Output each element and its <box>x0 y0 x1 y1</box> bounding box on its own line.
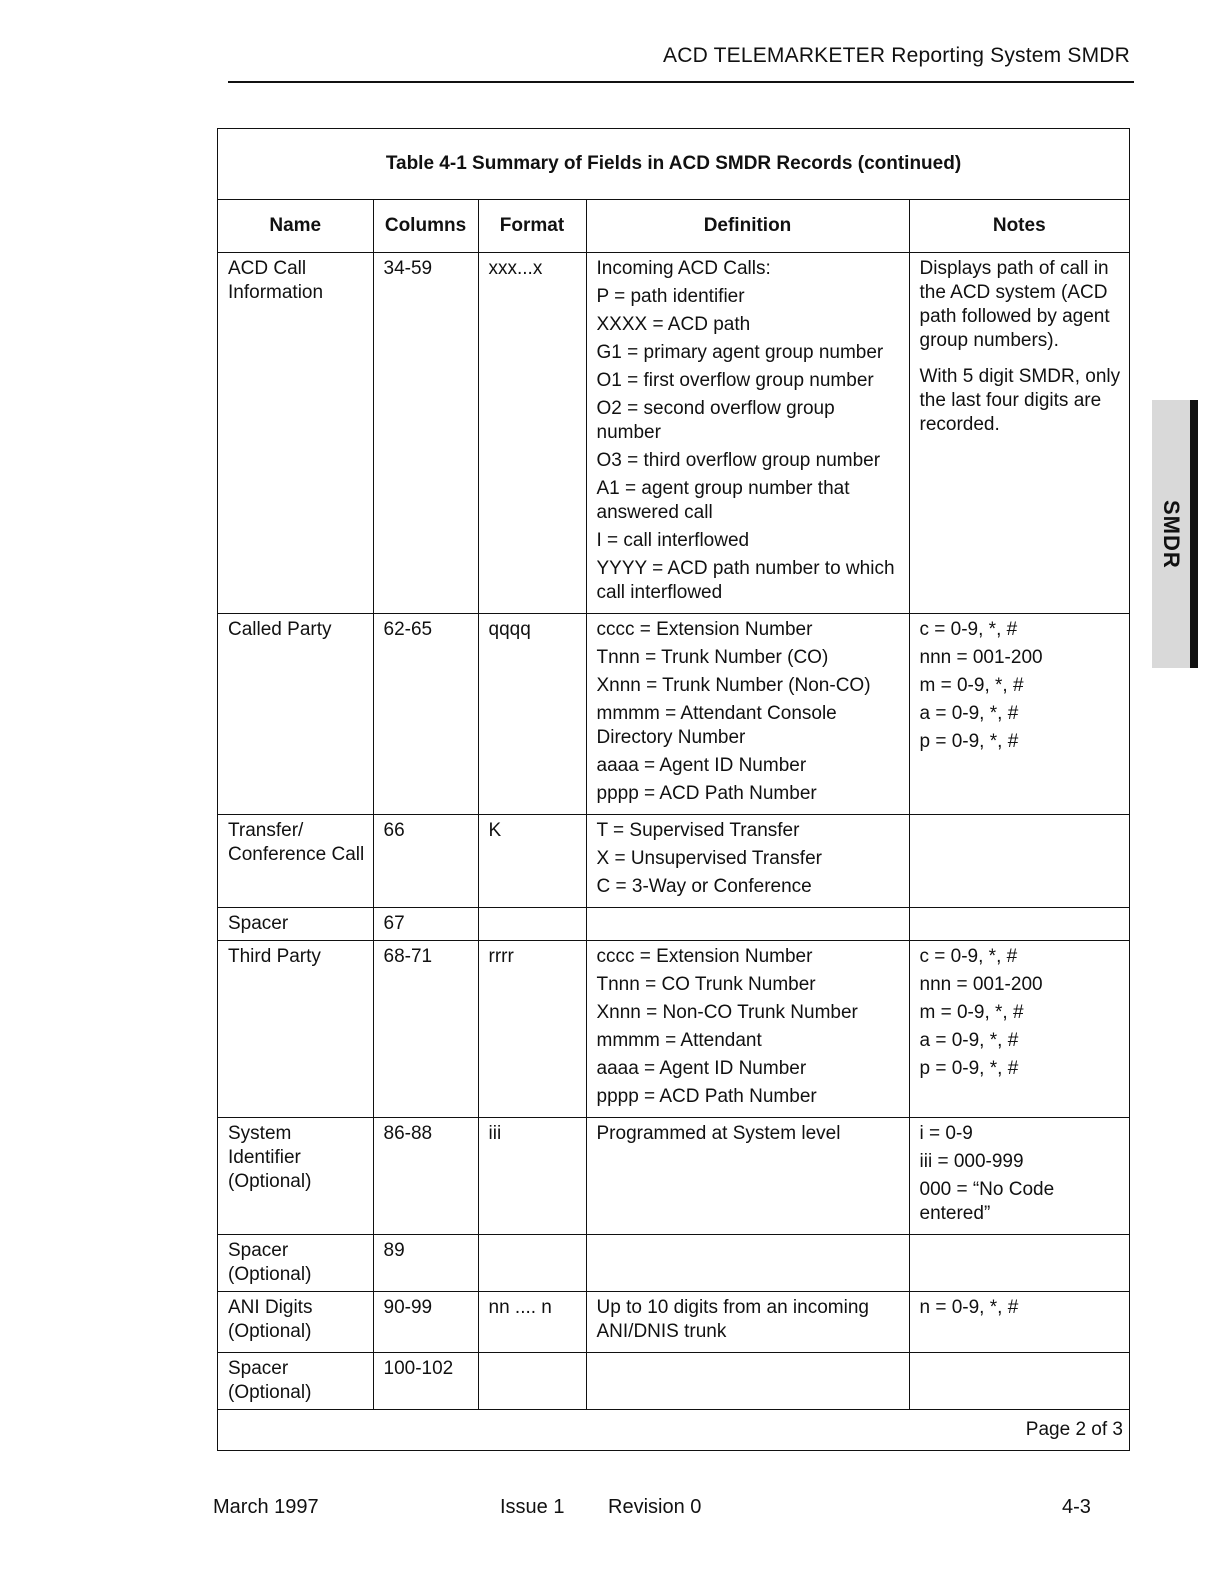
definition-line: A1 = agent group number that answered call <box>596 478 850 523</box>
definition-line: pppp = ACD Path Number <box>596 1086 817 1107</box>
table-footer <box>218 1409 1129 1450</box>
definition-line: aaaa = Agent ID Number <box>596 1058 807 1079</box>
note-line: c = 0-9, *, # <box>919 946 1018 967</box>
cell-columns: 90-99 <box>373 1292 478 1353</box>
cell-notes <box>909 1235 1129 1292</box>
definition-line: O2 = second overflow group number <box>596 398 835 443</box>
cell-definition <box>586 1235 909 1292</box>
cell-name: Spacer <box>218 908 373 941</box>
cell-name: System Identifier (Optional) <box>218 1118 373 1235</box>
fields-table <box>218 200 1129 1409</box>
cell-notes <box>909 614 1129 815</box>
cell-columns: 89 <box>373 1235 478 1292</box>
cell-name: Spacer (Optional) <box>218 1353 373 1410</box>
cell-name: Third Party <box>218 941 373 1118</box>
cell-format: rrrr <box>478 941 586 1118</box>
cell-format: nn .... n <box>478 1292 586 1353</box>
table-row <box>218 1118 1129 1235</box>
table-row <box>218 253 1129 614</box>
cell-format <box>478 1235 586 1292</box>
definition-line: P = path identifier <box>596 286 745 307</box>
cell-format <box>478 908 586 941</box>
col-header-definition: Definition <box>586 200 909 253</box>
cell-notes <box>909 253 1129 614</box>
cell-format <box>478 1353 586 1410</box>
definition-line: T = Supervised Transfer <box>596 820 800 841</box>
cell-columns: 67 <box>373 908 478 941</box>
cell-columns: 100-102 <box>373 1353 478 1410</box>
note-line: nnn = 001-200 <box>919 647 1043 668</box>
definition-line: cccc = Extension Number <box>596 619 813 640</box>
note-line: With 5 digit SMDR, only the last four digits are recorded. <box>919 366 1121 435</box>
definition-line: Tnnn = CO Trunk Number <box>596 974 816 995</box>
definition-line: Programmed at System level <box>596 1123 841 1144</box>
table-title: Table 4-1 Summary of Fields in ACD SMDR Records (continued) <box>218 129 1129 200</box>
note-line: n = 0-9, *, # <box>919 1297 1019 1318</box>
cell-notes <box>909 815 1129 908</box>
cell-definition <box>586 1292 909 1353</box>
note-line: 000 = “No Code entered” <box>919 1179 1055 1224</box>
cell-definition <box>586 908 909 941</box>
note-line: a = 0-9, *, # <box>919 703 1019 724</box>
note-line: c = 0-9, *, # <box>919 619 1018 640</box>
header-rule <box>228 81 1134 83</box>
table-row <box>218 908 1129 941</box>
table-row <box>218 1235 1129 1292</box>
definition-line: aaaa = Agent ID Number <box>596 755 807 776</box>
section-side-tab <box>1152 400 1198 668</box>
definition-line: Xnnn = Non-CO Trunk Number <box>596 1002 858 1023</box>
note-line: m = 0-9, *, # <box>919 675 1024 696</box>
definition-line: mmmm = Attendant <box>596 1030 762 1051</box>
col-header-format: Format <box>478 200 586 253</box>
cell-notes <box>909 1118 1129 1235</box>
definition-line: mmmm = Attendant Console Directory Number <box>596 703 837 748</box>
note-line: m = 0-9, *, # <box>919 1002 1024 1023</box>
footer-date: March 1997 <box>213 1496 319 1518</box>
table-row <box>218 815 1129 908</box>
cell-columns: 86-88 <box>373 1118 478 1235</box>
definition-line: O3 = third overflow group number <box>596 450 881 471</box>
table-row <box>218 614 1129 815</box>
note-line: iii = 000-999 <box>919 1151 1024 1172</box>
table-row <box>218 1292 1129 1353</box>
cell-definition <box>586 815 909 908</box>
col-header-notes: Notes <box>909 200 1129 253</box>
footer-page-number: 4-3 <box>1062 1496 1091 1518</box>
col-header-name: Name <box>218 200 373 253</box>
cell-columns: 66 <box>373 815 478 908</box>
cell-name: Spacer (Optional) <box>218 1235 373 1292</box>
cell-definition <box>586 614 909 815</box>
cell-definition <box>586 941 909 1118</box>
note-line: nnn = 001-200 <box>919 974 1043 995</box>
cell-format: K <box>478 815 586 908</box>
cell-definition <box>586 1118 909 1235</box>
cell-name: Transfer/ Conference Call <box>218 815 373 908</box>
definition-line: Xnnn = Trunk Number (Non-CO) <box>596 675 871 696</box>
definition-line: YYYY = ACD path number to which call interflowed <box>596 558 895 603</box>
cell-name: Called Party <box>218 614 373 815</box>
cell-name: ANI Digits (Optional) <box>218 1292 373 1353</box>
cell-notes <box>909 908 1129 941</box>
summary-table <box>217 128 1130 1451</box>
cell-notes <box>909 941 1129 1118</box>
definition-line: Tnnn = Trunk Number (CO) <box>596 647 829 668</box>
cell-columns: 62-65 <box>373 614 478 815</box>
definition-line: C = 3-Way or Conference <box>596 876 812 897</box>
definition-line: Incoming ACD Calls: <box>596 258 771 279</box>
table-header-row <box>218 200 1129 253</box>
cell-definition <box>586 253 909 614</box>
cell-format: qqqq <box>478 614 586 815</box>
col-header-columns: Columns <box>373 200 478 253</box>
note-line: Displays path of call in the ACD system (ACD path followed by agent group numbers). <box>919 258 1110 351</box>
note-line: a = 0-9, *, # <box>919 1030 1019 1051</box>
note-line: p = 0-9, *, # <box>919 731 1019 752</box>
cell-columns: 34-59 <box>373 253 478 614</box>
cell-notes <box>909 1292 1129 1353</box>
definition-line: XXXX = ACD path <box>596 314 751 335</box>
cell-columns: 68-71 <box>373 941 478 1118</box>
footer-revision: Revision 0 <box>608 1496 702 1518</box>
cell-format: xxx...x <box>478 253 586 614</box>
definition-line: Up to 10 digits from an incoming ANI/DNIS trunk <box>596 1297 869 1342</box>
definition-line: G1 = primary agent group number <box>596 342 884 363</box>
definition-line: O1 = first overflow group number <box>596 370 874 391</box>
definition-line: pppp = ACD Path Number <box>596 783 817 804</box>
definition-line: I = call interflowed <box>596 530 750 551</box>
cell-name: ACD Call Information <box>218 253 373 614</box>
side-tab-label: SMDR <box>1159 499 1184 569</box>
cell-definition <box>586 1353 909 1410</box>
table-row <box>218 1353 1129 1410</box>
footer-issue: Issue 1 <box>500 1496 565 1518</box>
cell-notes <box>909 1353 1129 1410</box>
running-header: ACD TELEMARKETER Reporting System SMDR <box>663 44 1130 67</box>
page-indicator: Page 2 of 3 <box>1025 1419 1123 1440</box>
definition-line: cccc = Extension Number <box>596 946 813 967</box>
note-line: i = 0-9 <box>919 1123 973 1144</box>
note-line: p = 0-9, *, # <box>919 1058 1019 1079</box>
definition-line: X = Unsupervised Transfer <box>596 848 822 869</box>
cell-format: iii <box>478 1118 586 1235</box>
table-row <box>218 941 1129 1118</box>
